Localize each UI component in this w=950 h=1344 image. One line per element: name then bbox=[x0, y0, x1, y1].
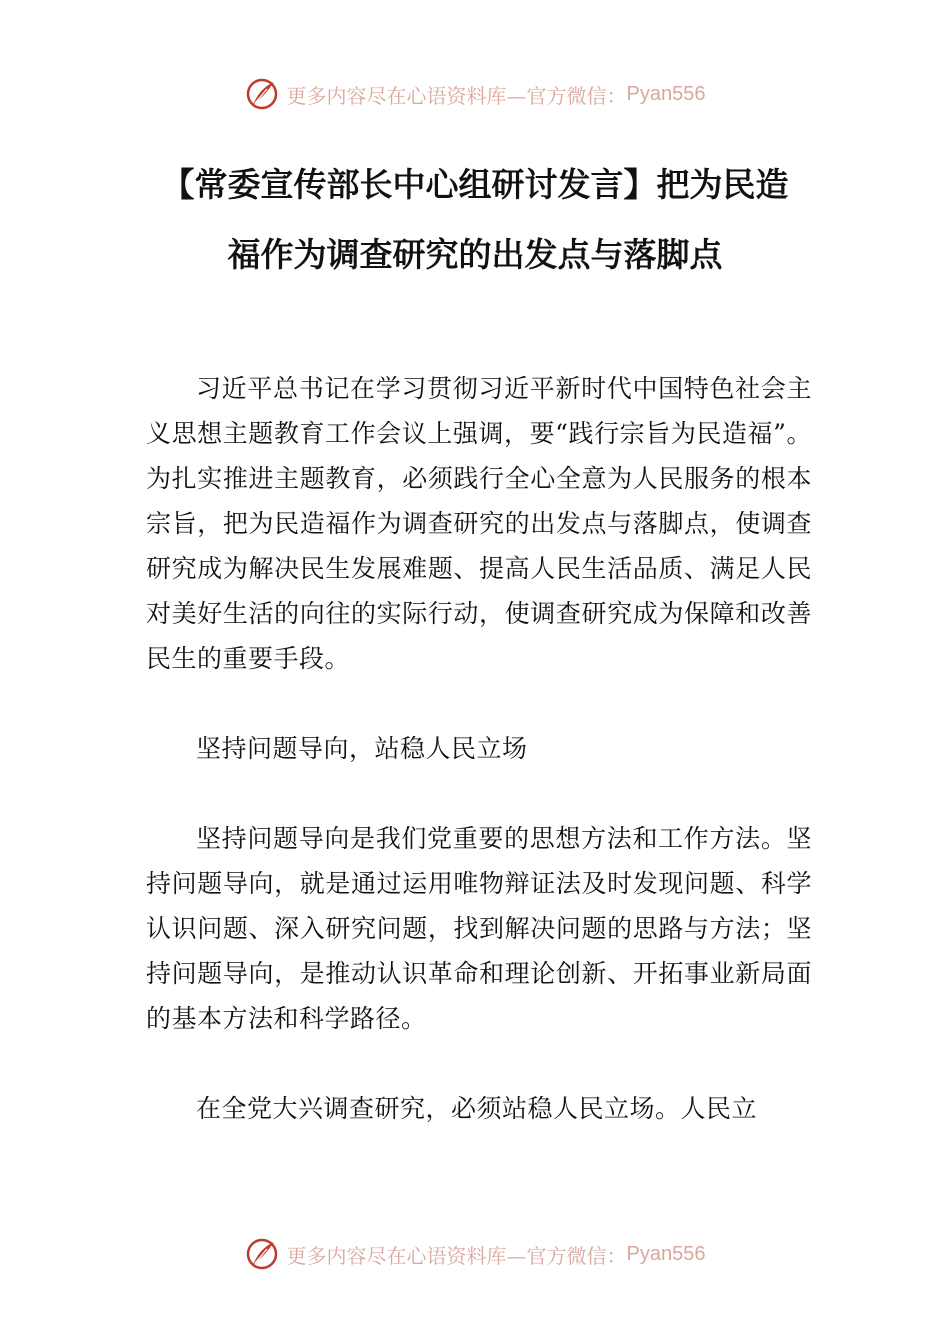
watermark-text: 更多内容尽在心语资料库—官方微信： bbox=[286, 1243, 627, 1268]
header-watermark bbox=[0, 74, 950, 114]
paragraph-problem-orientation: 坚持问题导向是我们党重要的思想方法和工作方法。坚持问题导向，就是通过运用唯物辩证法及时发现问题、科学认识问题、深入研究问题，找到解决问题的思路与方法；坚持问题导向，是推动认识革命和理论创新、开拓事业新局面的基本方法和科学路径。 bbox=[146, 824, 812, 1033]
section-heading: 坚持问题导向，站稳人民立场 bbox=[196, 734, 528, 763]
document-title bbox=[120, 150, 830, 290]
title-line-1: 【常委宣传部长中心组研讨发言】把为民造 bbox=[161, 165, 789, 204]
feather-pen-logo-icon bbox=[245, 77, 279, 111]
paragraph-people-stance: 在全党大兴调查研究，必须站稳人民立场。人民立 bbox=[196, 1094, 758, 1123]
watermark-wechat-id: Pyan556 bbox=[626, 82, 706, 105]
paragraph-intro: 习近平总书记在学习贯彻习近平新时代中国特色社会主义思想主题教育工作会议上强调，要“践行宗旨为民造福”。为扎实推进主题教育，必须践行全心全意为人民服务的根本宗旨，把为民造福作为调查研究的出发点与落脚点，使调查研究成为解决民生发展难题、提高人民生活品质、满足人民对美好生活的向往的实际行动，使调查研究成为保障和改善民生的重要手段。 bbox=[146, 374, 812, 673]
document-body bbox=[146, 366, 812, 1131]
watermark-text: 更多内容尽在心语资料库—官方微信： bbox=[286, 83, 627, 108]
feather-pen-logo-icon bbox=[245, 1237, 279, 1271]
watermark-wechat-id: Pyan556 bbox=[626, 1242, 706, 1265]
footer-watermark bbox=[0, 1234, 950, 1274]
title-line-2: 福作为调查研究的出发点与落脚点 bbox=[227, 235, 723, 274]
